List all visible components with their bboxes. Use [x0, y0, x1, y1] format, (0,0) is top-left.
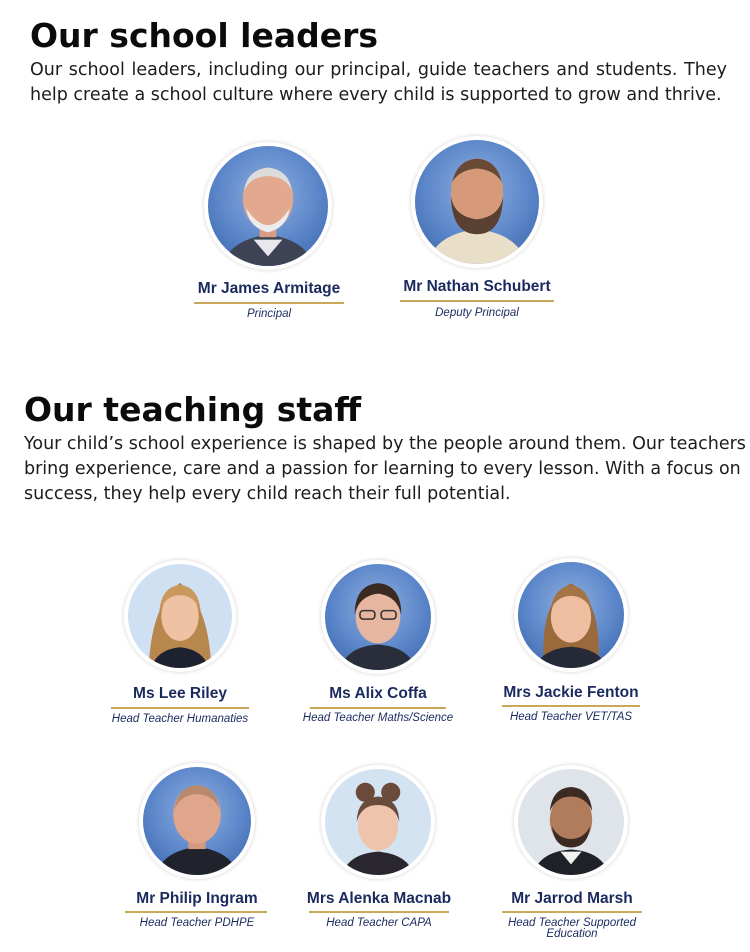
leader-role-deputy-principal: Deputy Principal — [435, 307, 519, 319]
staff-divider — [111, 707, 249, 709]
staff-role-jarrod-marsh-line-2: Education — [546, 928, 598, 940]
staff-name-philip-ingram: Mr Philip Ingram — [136, 890, 258, 907]
staff-name-alix-coffa: Ms Alix Coffa — [329, 685, 427, 702]
staff-role-philip-ingram: Head Teacher PDHPE — [139, 917, 255, 929]
staff-role-alenka-macnab: Head Teacher CAPA — [326, 917, 432, 929]
leader-photo-james-armitage — [204, 142, 332, 270]
staff-name-jackie-fenton: Mrs Jackie Fenton — [503, 684, 639, 701]
school-leaders-heading: Our school leaders — [30, 16, 379, 55]
staff-role-alix-coffa: Head Teacher Maths/Science — [302, 712, 454, 724]
staff-divider — [125, 911, 267, 913]
leader-photo-nathan-schubert — [411, 136, 543, 268]
staff-name-alenka-macnab: Mrs Alenka Macnab — [306, 890, 452, 907]
teaching-staff-intro-line-2: bring experience, care and a passion for learning to every lesson. With a focus on — [24, 459, 741, 479]
leader-name-james-armitage: Mr James Armitage — [197, 280, 341, 297]
staff-photo-jarrod-marsh — [514, 765, 628, 879]
staff-role-lee-riley: Head Teacher Humanaties — [111, 713, 249, 725]
staff-name-lee-riley: Ms Lee Riley — [133, 685, 227, 702]
leader-divider — [400, 300, 554, 302]
leader-role-principal: Principal — [246, 308, 292, 320]
staff-role-jarrod-marsh: Head Teacher Supported — [507, 917, 637, 929]
staff-photo-alix-coffa — [321, 560, 435, 674]
leader-name-nathan-schubert: Mr Nathan Schubert — [403, 278, 551, 295]
staff-role-jackie-fenton: Head Teacher VET/TAS — [509, 711, 633, 723]
staff-divider — [502, 911, 642, 913]
staff-name-jarrod-marsh: Mr Jarrod Marsh — [511, 890, 633, 907]
staff-photo-philip-ingram — [139, 763, 255, 879]
school-leaders-intro-line-1: Our school leaders, including our principal, guide teachers and students. They — [30, 60, 727, 80]
teaching-staff-intro-line-3: success, they help every child reach their full potential. — [24, 484, 511, 504]
school-leaders-intro-line-2: help create a school culture where every child is supported to grow and thrive. — [30, 85, 722, 105]
teaching-staff-heading: Our teaching staff — [24, 390, 362, 429]
staff-divider — [309, 911, 449, 913]
staff-photo-jackie-fenton — [514, 558, 628, 672]
staff-divider — [310, 707, 446, 709]
staff-photo-alenka-macnab — [321, 765, 435, 879]
staff-photo-lee-riley — [124, 560, 236, 672]
staff-divider — [502, 705, 640, 707]
teaching-staff-intro-line-1: Your child’s school experience is shaped by the people around them. Our teachers — [24, 434, 746, 454]
leader-divider — [194, 302, 344, 304]
